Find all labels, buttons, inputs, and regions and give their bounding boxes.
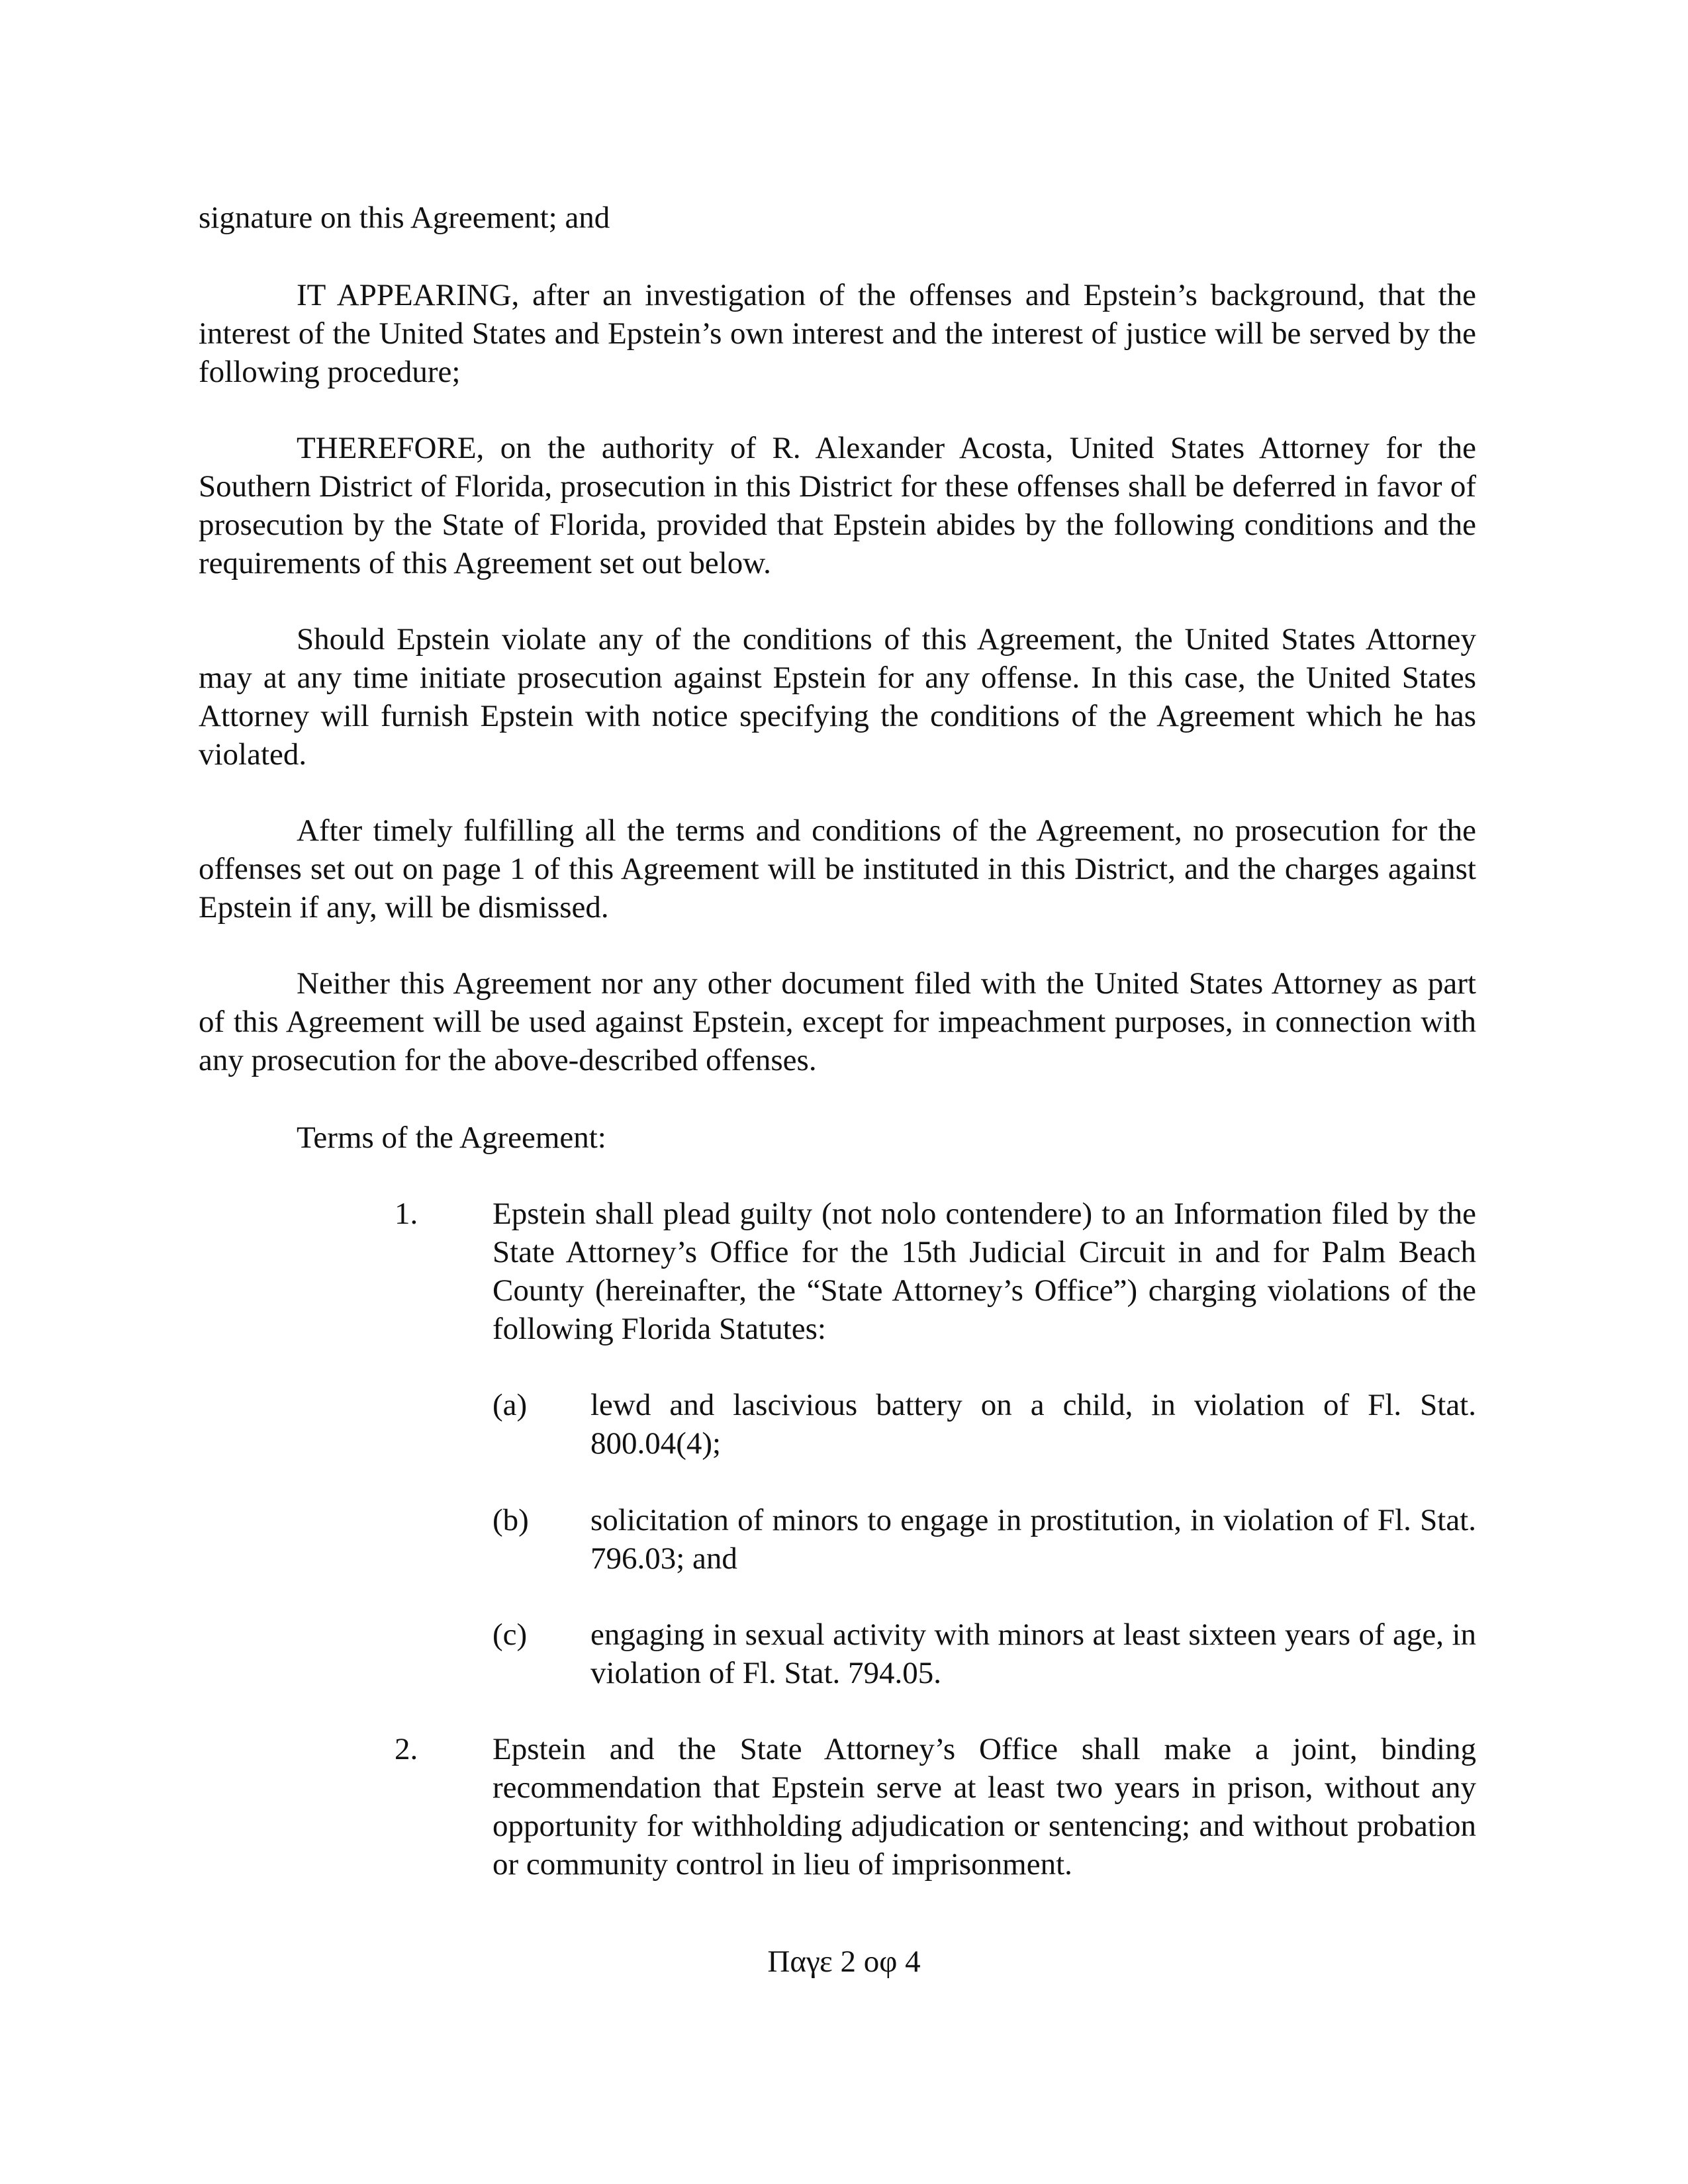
paragraph-neither-agreement: Neither this Agreement nor any other document filed with the United States Attorney as part of this Agreement will be used against Epstein, except for impeachment purposes, in connection with any prosecution for the above-described offenses. bbox=[199, 966, 1476, 1077]
page-footer: Παγε 2 οφ 4 bbox=[767, 1944, 921, 1979]
subitem-label: (a) bbox=[492, 1388, 528, 1422]
subitem-text: lewd and lascivious battery on a child, in violation of Fl. Stat. 800.04(4); bbox=[590, 1388, 1476, 1461]
term-number: 2. bbox=[395, 1732, 418, 1766]
paragraph-it-appearing: IT APPEARING, after an investigation of the offenses and Epstein’s background, that the interest of the United States and Epstein’s own interest and the interest of justice will be served by the following procedure; bbox=[199, 278, 1476, 389]
terms-heading: Terms of the Agreement: bbox=[297, 1120, 606, 1155]
subitem-label: (c) bbox=[492, 1617, 528, 1652]
paragraph-therefore: THEREFORE, on the authority of R. Alexander Acosta, United States Attorney for the Southern District of Florida, prosecution in this District for these offenses shall be deferred in favor of prosecution by the State of Florida, provided that Epstein abides by the following conditions and the requirements of this Agreement set out below. bbox=[199, 431, 1476, 580]
term-text: Epstein and the State Attorney’s Office shall make a joint, binding recommendation that Epstein serve at least two years in prison, without any opportunity for withholding adjudication or sentencing; and without probation or community control in lieu of imprisonment. bbox=[492, 1732, 1476, 1882]
subitem-text: engaging in sexual activity with minors at least sixteen years of age, in violation of Fl. Stat. 794.05. bbox=[590, 1617, 1476, 1690]
subitem-text: solicitation of minors to engage in prostitution, in violation of Fl. Stat. 796.03; and bbox=[590, 1503, 1476, 1576]
intro-line: signature on this Agreement; and bbox=[199, 201, 610, 235]
paragraph-should-epstein-violate: Should Epstein violate any of the conditions of this Agreement, the United States Attorney may at any time initiate prosecution against Epstein for any offense. In this case, the United States Attorney will furnish Epstein with notice specifying the conditions of the Agreement which he has violated. bbox=[199, 622, 1476, 772]
paragraph-after-timely: After timely fulfilling all the terms and conditions of the Agreement, no prosecution for the offenses set out on page 1 of this Agreement will be instituted in this District, and the charges against Epstein if any, will be dismissed. bbox=[199, 813, 1476, 925]
term-number: 1. bbox=[395, 1197, 418, 1231]
term-text: Epstein shall plead guilty (not nolo contendere) to an Information filed by the State Attorney’s Office for the 15th Judicial Circuit in and for Palm Beach County (hereinafter, the “State Attorney’s Office”) charging violations of the following Florida Statutes: bbox=[492, 1197, 1476, 1346]
subitem-label: (b) bbox=[492, 1503, 529, 1537]
